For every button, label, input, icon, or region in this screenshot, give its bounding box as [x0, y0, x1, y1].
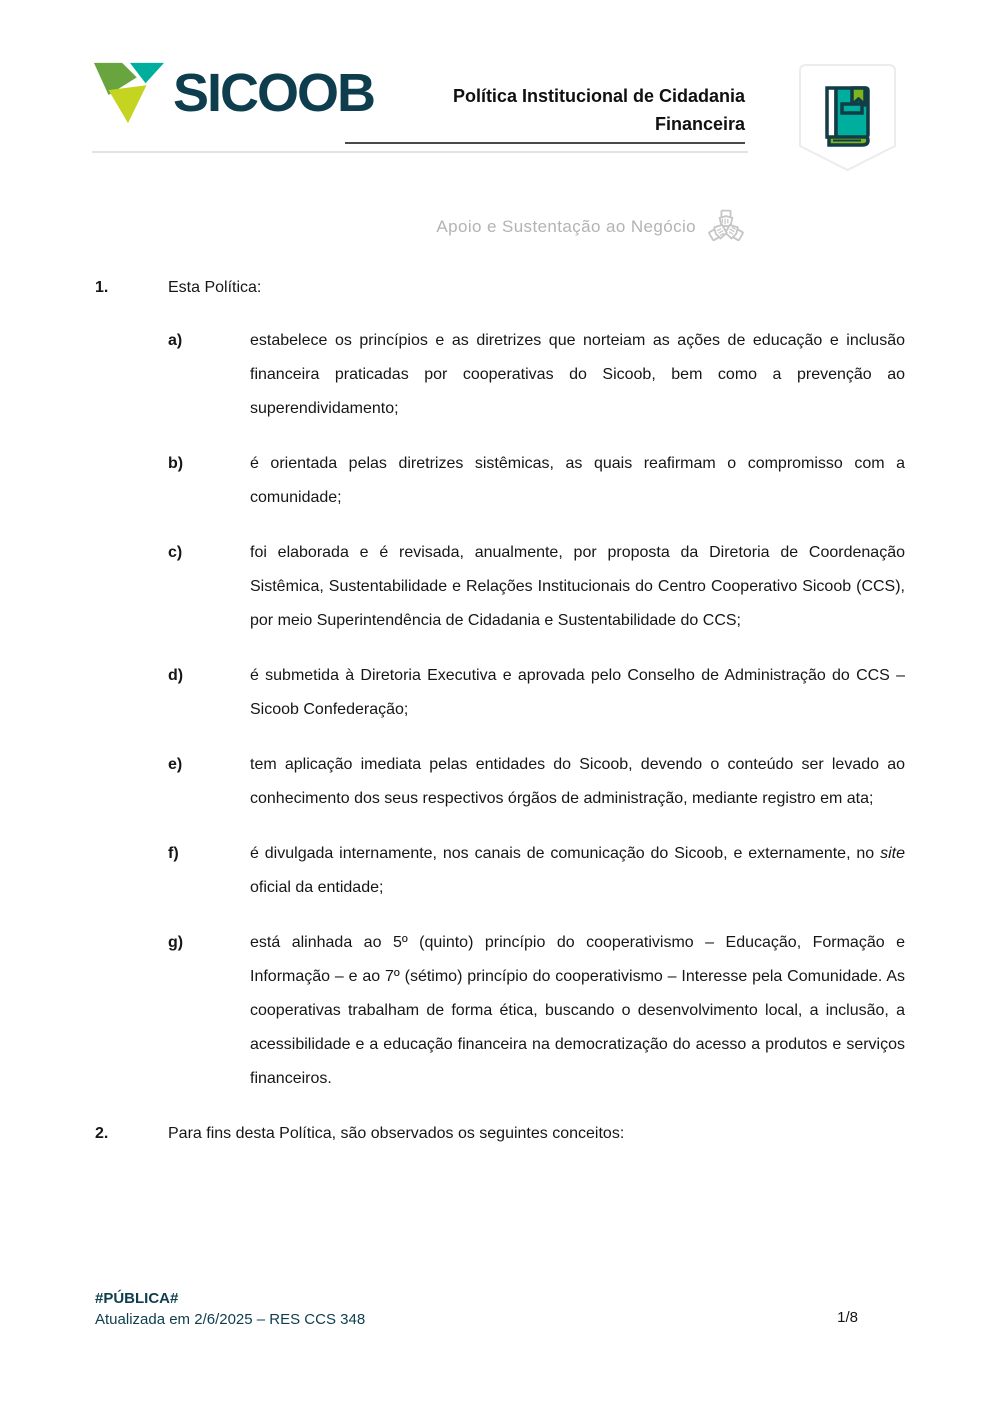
- document-badge: [799, 64, 896, 183]
- list-item-2: [95, 1117, 905, 1151]
- item-text-post: oficial da entidade;: [250, 879, 384, 896]
- item-letter: a): [168, 332, 183, 349]
- item-text: estabelece os princípios e as diretrizes que norteiam as ações de educação e inclusão financeira praticadas por cooperativas do Sicoob, bem como a prevenção ao superendividamento;: [250, 332, 905, 417]
- sicoob-logo: [92, 60, 374, 126]
- item-text-pre: é divulgada internamente, nos canais de comunicação do Sicoob, e externamente, no: [250, 845, 881, 862]
- item-text: é orientada pelas diretrizes sistêmicas, as quais reafirmam o compromisso com a comunidade;: [250, 455, 905, 506]
- item-text: tem aplicação imediata pelas entidades do Sicoob, devendo o conteúdo ser levado ao conhecimento dos seus respectivos órgãos de administração, mediante registro em ata;: [250, 756, 905, 807]
- list-item-1: [95, 271, 905, 305]
- item-text: [250, 837, 905, 905]
- sub-item-c: [168, 536, 905, 638]
- item-text: foi elaborada e é revisada, anualmente, por proposta da Diretoria de Coordenação Sistêmica, Sustentabilidade e Relações Institucionais do Centro Cooperativo Sicoob (CCS), por meio Superintendência de Cidadania e Sustentabilidade do CCS;: [250, 544, 905, 629]
- classification-label: #PÚBLICA#: [95, 1290, 179, 1307]
- item-text: é submetida à Diretoria Executiva e aprovada pelo Conselho de Administração do CCS – Sicoob Confederação;: [250, 667, 905, 718]
- sub-item-e: [168, 748, 905, 816]
- document-title-line2: Financeira: [654, 114, 745, 134]
- sub-item-g: [168, 926, 905, 1096]
- page-number: 1/8: [837, 1309, 858, 1326]
- hands-together-icon: [706, 206, 746, 248]
- tagline-text: Apoio e Sustentação ao Negócio: [436, 217, 696, 236]
- item-letter: d): [168, 667, 184, 684]
- item-text: Para fins desta Política, são observados os seguintes conceitos:: [168, 1125, 625, 1142]
- document-body: [95, 271, 905, 1151]
- item-letter: f): [168, 845, 179, 862]
- item-text: Esta Política:: [168, 279, 262, 296]
- title-underline: [345, 142, 745, 144]
- item-letter: e): [168, 756, 183, 773]
- item-letter: g): [168, 934, 184, 951]
- item-number: 2.: [95, 1125, 109, 1142]
- badge-pennant: [799, 64, 896, 178]
- header-separator: [92, 151, 748, 153]
- item-number: 1.: [95, 279, 109, 296]
- revision-note: Atualizada em 2/6/2025 – RES CCS 348: [95, 1311, 366, 1328]
- sicoob-logo-text: SICOOB: [173, 63, 375, 123]
- book-icon: [827, 88, 868, 145]
- item-text: está alinhada ao 5º (quinto) princípio do cooperativismo – Educação, Formação e Informação – e ao 7º (sétimo) princípio do cooperativismo – Interesse pela Comunidade. As cooperativas trabalham de forma ética, buscando o desenvolvimento local, a inclusão, a acessibilidade e a educação financeira na democratização do acesso a produtos e serviços financeiros.: [250, 934, 905, 1087]
- sub-item-b: [168, 447, 905, 515]
- tagline: [436, 206, 746, 248]
- sicoob-logomark-icon: [92, 60, 166, 126]
- document-title-line1: Política Institucional de Cidadania: [452, 86, 745, 106]
- item-text-italic: site: [880, 845, 905, 862]
- item-letter: b): [168, 455, 184, 472]
- item-letter: c): [168, 544, 183, 561]
- sub-item-d: [168, 659, 905, 727]
- sub-item-a: [168, 324, 905, 426]
- sub-item-f: [168, 837, 905, 905]
- document-title: [345, 82, 745, 138]
